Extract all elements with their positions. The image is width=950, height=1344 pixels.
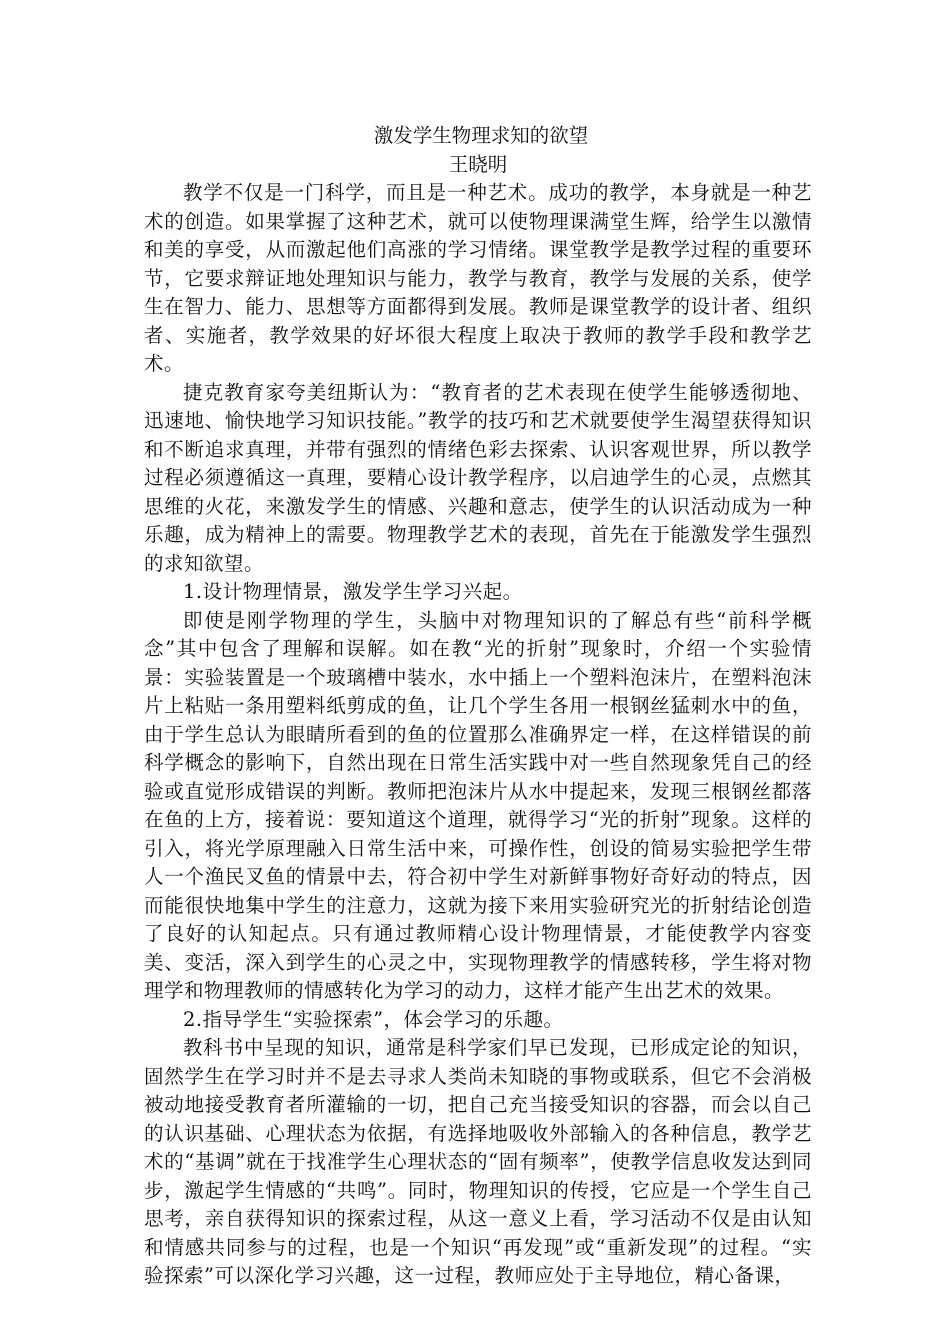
paragraph-intro: 教学不仅是一门科学，而且是一种艺术。成功的教学，本身就是一种艺术的创造。如果掌握了这种艺术，就可以使物理课满堂生辉，给学生以激情和美的享受，从而激起他们高涨的学习情绪。课堂教学是教学过程的重要环节，它要求辩证地处理知识与能力，教学与教育，教学与发展的关系，使学生在智力、能力、思想等方面都得到发展。教师是课堂教学的设计者、组织者、实施者，教学效果的好坏很大程度上取决于教师的教学手段和教学艺术。 bbox=[144, 181, 812, 375]
document-page bbox=[144, 122, 812, 1291]
document-body bbox=[144, 179, 812, 1291]
paragraph-comenius: 捷克教育家夸美纽斯认为：“教育者的艺术表现在使学生能够透彻地、迅速地、愉快地学习知识技能。”教学的技巧和艺术就要使学生渴望获得知识和不断追求真理，并带有强烈的情绪色彩去探索、认识客观世界，所以教学过程必须遵循这一真理，要精心设计教学程序，以启迪学生的心灵，点燃其思维的火花，来激发学生的情感、兴趣和意志，使学生的认识活动成为一种乐趣，成为精神上的需要。物理教学艺术的表现，首先在于能激发学生强烈的求知欲望。 bbox=[144, 380, 812, 575]
paragraph-experiment-exploration: 教科书中呈现的知识，通常是科学家们早已发现，已形成定论的知识，固然学生在学习时并不是去寻求人类尚未知晓的事物或联系，但它不会消极被动地接受教育者所灌输的一切，把自己充当接受知识的容器，而会以自己的认识基础、心理状态为依据，有选择地吸收外部输入的各种信息，教学艺术的“基调”就在于找准学生心理状态的“固有频率”，使教学信息收发达到同步，激起学生情感的“共鸣”。同时，物理知识的传授，它应是一个学生自己思考，亲自获得知识的探索过程，从这一意义上看，学习活动不仅是由认知和情感共同参与的过程，也是一个知识“再发现”或“重新发现”的过程。“实验探索”可以深化学习兴趣，这一过程，教师应处于主导地位，精心备课， bbox=[144, 1036, 812, 1287]
section-heading-2: 2.指导学生“实验探索”，体会学习的乐趣。 bbox=[183, 1007, 564, 1031]
document-author: 王晓明 bbox=[448, 152, 508, 176]
paragraph-refraction-example: 即使是刚学物理的学生，头脑中对物理知识的了解总有些“前科学概念”其中包含了理解和误解。如在教“光的折射”现象时，介绍一个实验情景：实验装置是一个玻璃槽中装水，水中插上一个塑料泡沫片，在塑料泡沫片上粘贴一条用塑料纸剪成的鱼，让几个学生各用一根钢丝猛刺水中的鱼，由于学生总认为眼睛所看到的鱼的位置那么准确界定一样，在这样错误的前科学概念的影响下，自然出现在日常生活实践中对一些自然现象凭自己的经验或直觉形成错误的判断。教师把泡沫片从水中提起来，发现三根钢丝都落在鱼的上方，接着说：要知道这个道理，就得学习“光的折射”现象。这样的引入，将光学原理融入日常生活中来，可操作性，创设的简易实验把学生带人一个渔民叉鱼的情景中去，符合初中学生对新鲜事物好奇好动的特点，因而能很快地集中学生的注意力，这就为接下来用实验研究光的折射结论创造了良好的认知起点。只有通过教师精心设计物理情景，才能使教学内容变美、变活，深入到学生的心灵之中，实现物理教学的情感转移，学生将对物理学和物理教师的情感转化为学习的动力，这样才能产生出艺术的效果。 bbox=[144, 608, 812, 1002]
section-heading-1: 1.设计物理情景，激发学生学习兴起。 bbox=[183, 580, 523, 603]
document-title: 激发学生物理求知的欲望 bbox=[373, 124, 589, 147]
